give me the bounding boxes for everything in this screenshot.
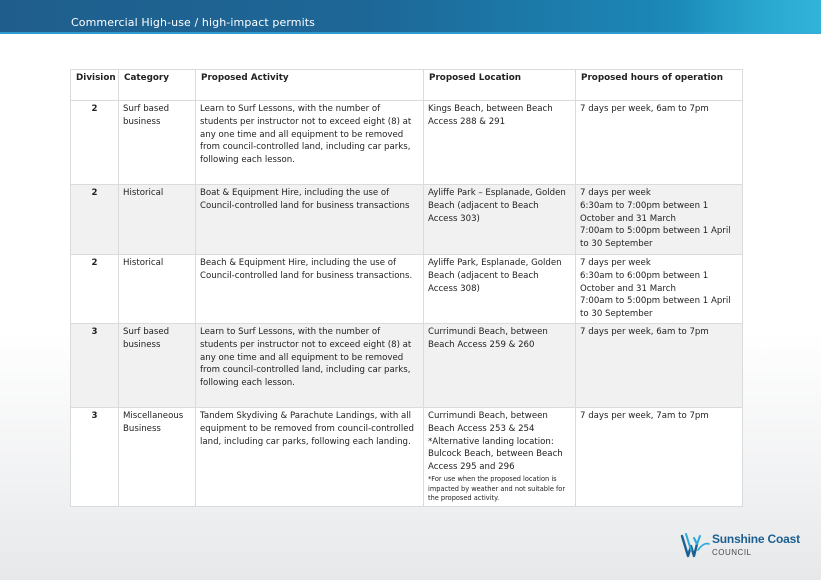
hours-line: 7:00am to 5:00pm between 1 April to 30 September [580,296,731,320]
hours-cell [576,255,743,324]
category-cell: Surf based business [119,324,196,408]
location-footnote: *For use when the proposed location is impacted by weather and not suitable for the proposed activity. [428,474,566,503]
table-row [71,324,743,408]
table-row [71,101,743,185]
column-header-category: Category [119,70,196,101]
header-accent [681,0,821,34]
page-title: Commercial High-use / high-impact permits [71,16,316,29]
hours-line: 6:30am to 7:00pm between 1 October and 31 March [580,200,709,224]
column-header-location: Proposed Location [424,70,576,101]
location-cell: Currimundi Beach, between Beach Access 259 & 260 [424,324,576,408]
division-cell: 2 [71,255,119,324]
hours-line: 6:30am to 6:00pm between 1 October and 31 March [580,270,709,294]
location-cell: Ayliffe Park – Esplanade, Golden Beach (adjacent to Beach Access 303) [424,185,576,255]
hours-cell [576,408,743,507]
wave-logo-icon [680,530,710,560]
category-cell: Miscellaneous Business [119,408,196,507]
hours-cell [576,185,743,255]
hours-line: 7 days per week [580,258,651,268]
division-cell: 3 [71,408,119,507]
page-header [0,0,821,34]
location-cell: Ayliffe Park, Esplanade, Golden Beach (adjacent to Beach Access 308) [424,255,576,324]
hours-cell [576,324,743,408]
location-cell [424,408,576,507]
division-cell: 3 [71,324,119,408]
category-cell: Historical [119,185,196,255]
location-text: Currimundi Beach, between Beach Access 253 & 254 *Alternative landing location: Bulcock Beach, between Beach Access 295 and 296 [428,411,563,473]
activity-cell: Learn to Surf Lessons, with the number of students per instructor not to exceed eight (8) at any one time and all equipment to be removed from council-controlled land, including car parks, following each lesson. [196,101,424,185]
activity-cell: Tandem Skydiving & Parachute Landings, with all equipment to be removed from council-controlled land, including car parks, following each landing. [196,408,424,507]
logo-name: Sunshine Coast [712,532,800,546]
council-logo [680,528,810,562]
column-header-division: Division [71,70,119,101]
table-row [71,255,743,324]
activity-cell: Beach & Equipment Hire, including the use of Council-controlled land for business transactions. [196,255,424,324]
hours-line: 7 days per week [580,188,651,198]
hours-line: 7 days per week, 7am to 7pm [580,411,709,421]
table-row [71,408,743,507]
hours-line: 7 days per week, 6am to 7pm [580,104,709,114]
column-header-activity: Proposed Activity [196,70,424,101]
hours-line: 7 days per week, 6am to 7pm [580,327,709,337]
category-cell: Historical [119,255,196,324]
hours-line: 7:00am to 5:00pm between 1 April to 30 September [580,226,731,250]
permits-table [70,69,743,507]
column-header-hours: Proposed hours of operation [576,70,743,101]
activity-cell: Boat & Equipment Hire, including the use of Council-controlled land for business transactions [196,185,424,255]
table-row [71,185,743,255]
category-cell: Surf based business [119,101,196,185]
activity-cell: Learn to Surf Lessons, with the number of students per instructor not to exceed eight (8) at any one time and all equipment to be removed from council-controlled land, including car parks, following each lesson. [196,324,424,408]
location-cell: Kings Beach, between Beach Access 288 & 291 [424,101,576,185]
division-cell: 2 [71,185,119,255]
logo-subtitle: COUNCIL [712,548,752,557]
division-cell: 2 [71,101,119,185]
hours-cell [576,101,743,185]
table-header-row [71,70,743,101]
